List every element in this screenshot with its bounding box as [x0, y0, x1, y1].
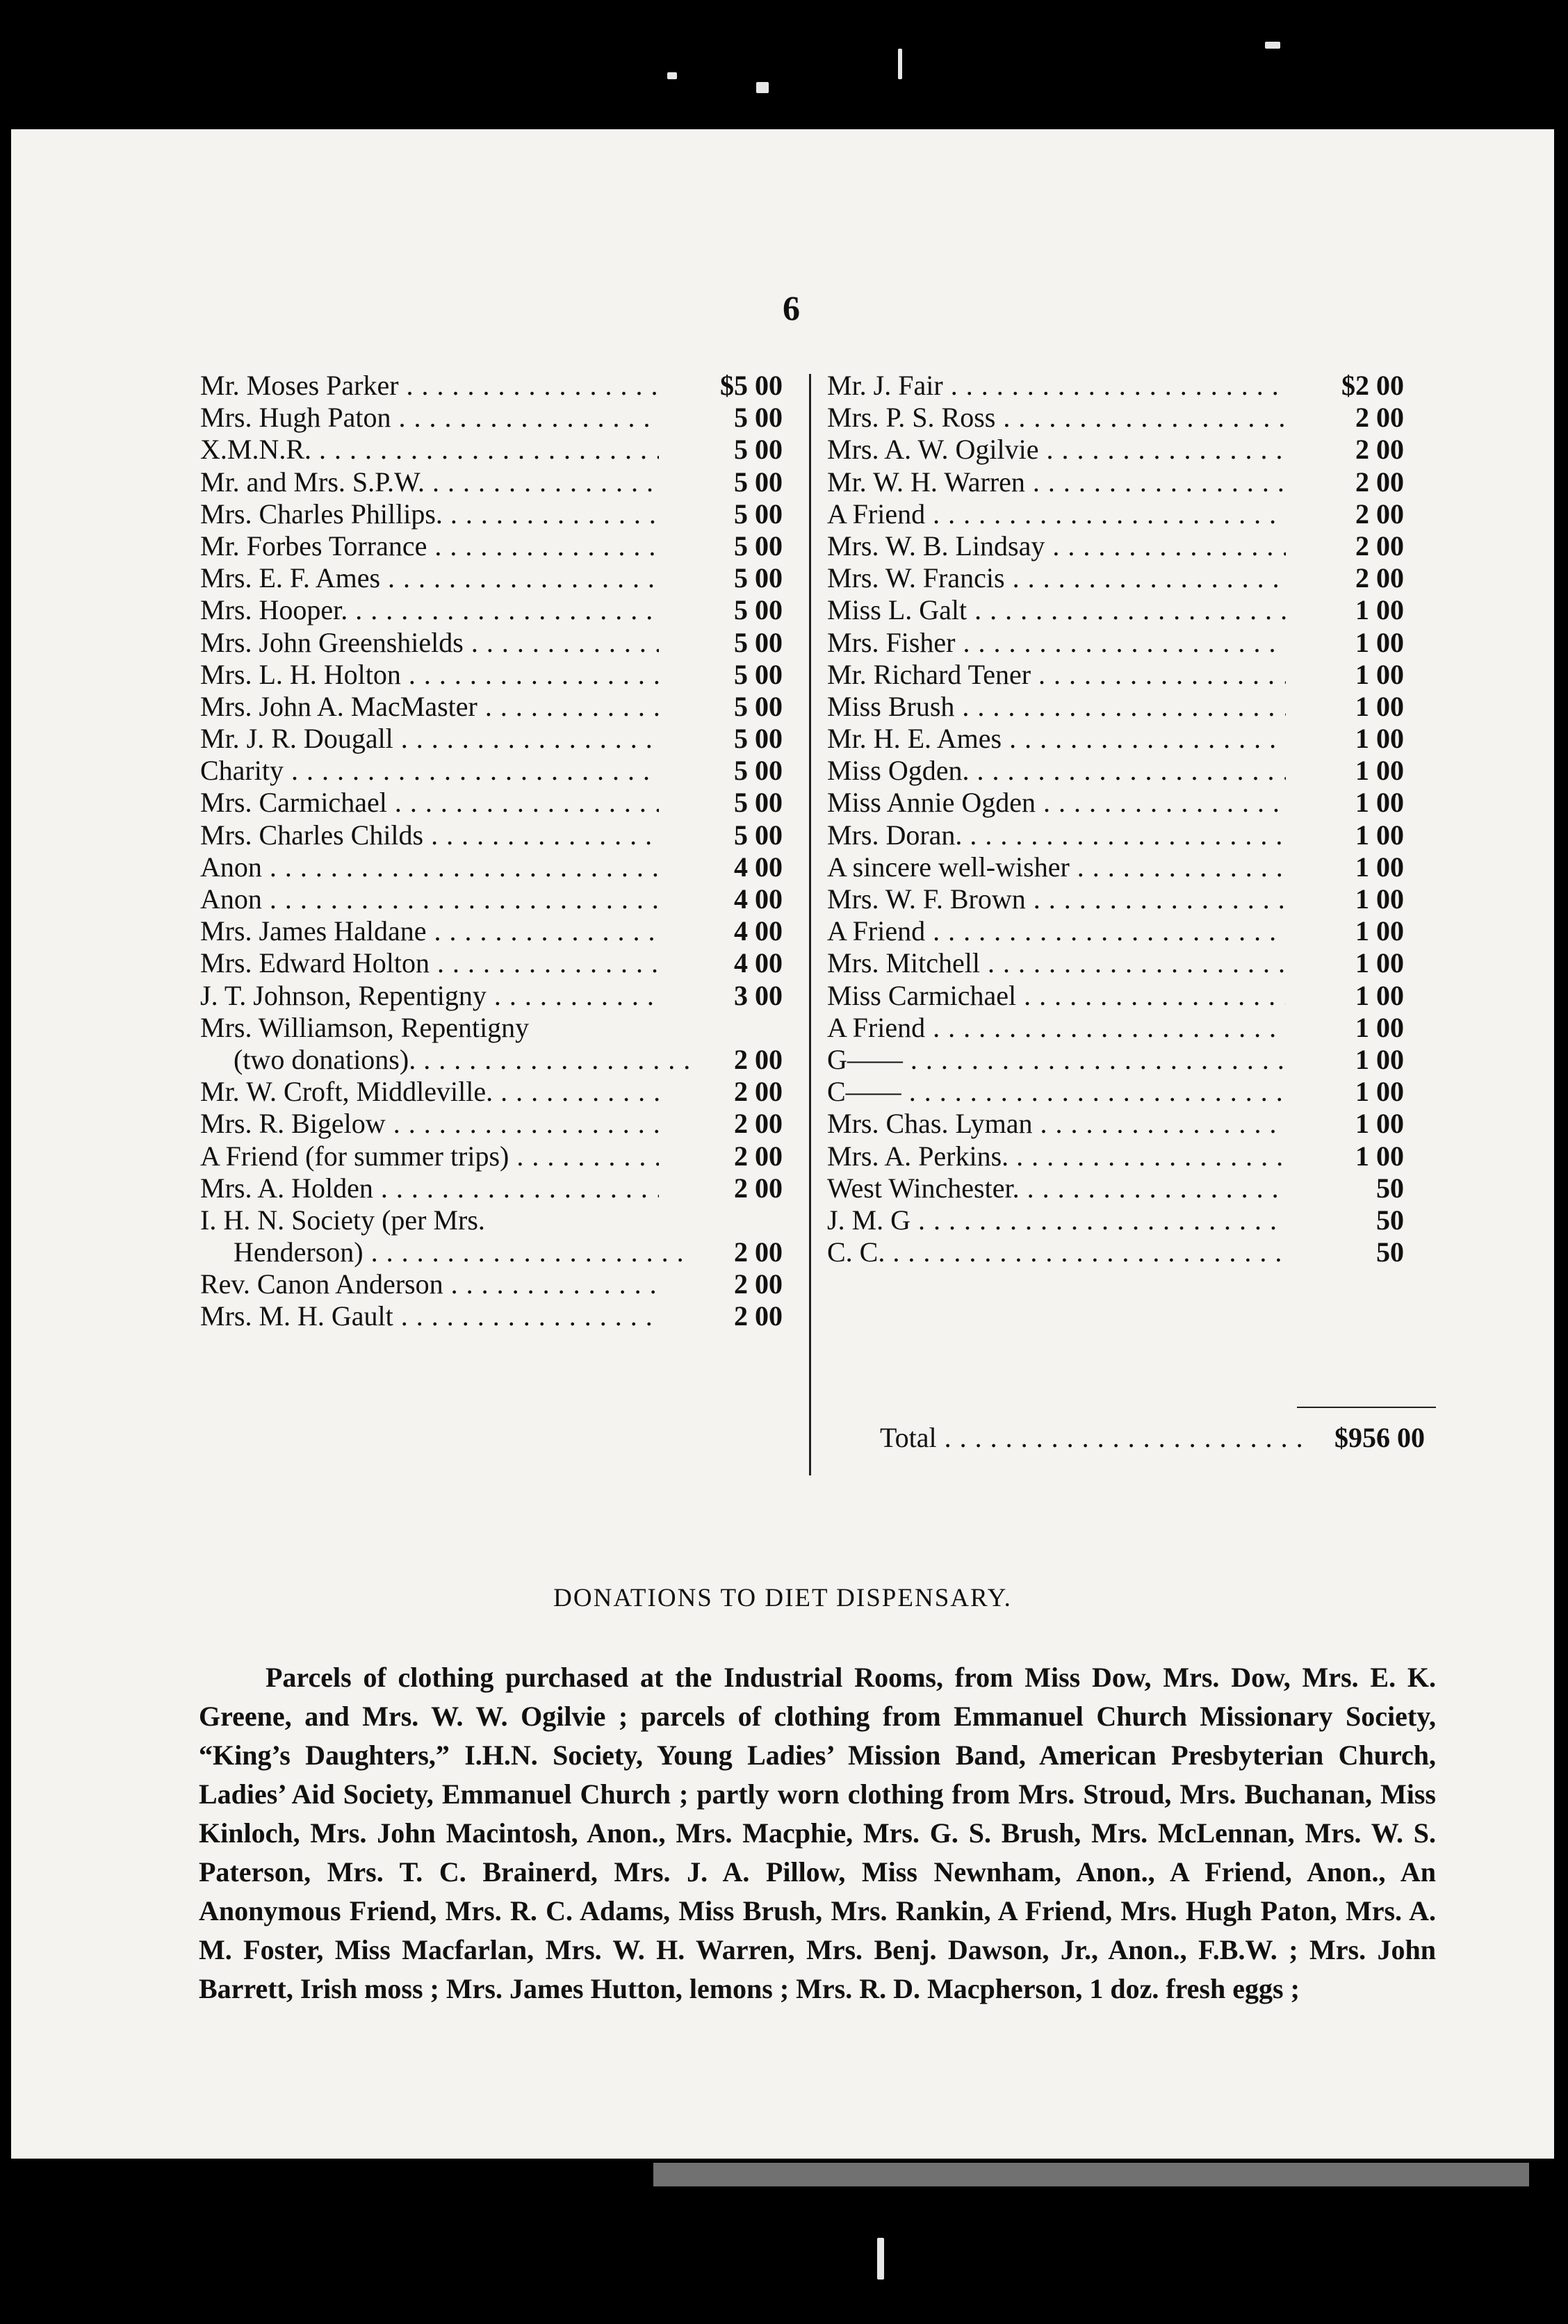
donor-entry — [827, 498, 1425, 530]
donor-entry — [827, 1044, 1425, 1076]
donor-entry — [200, 1076, 798, 1108]
scan-speck — [877, 2238, 884, 2280]
donor-entry — [200, 627, 798, 659]
donor-name: A Friend (for summer trips) . . . — [200, 1140, 659, 1172]
donation-amount: 1 00 — [1348, 980, 1404, 1012]
donation-amount: 5 00 — [727, 402, 783, 434]
donor-name: Mrs. Fisher . . . — [827, 627, 1286, 659]
donation-amount: 5 00 — [727, 627, 783, 659]
donation-amount: 1 00 — [1348, 691, 1404, 723]
donation-amount: 4 00 — [727, 915, 783, 947]
donor-entry — [200, 1300, 798, 1332]
donor-name: Mrs. Williamson, Repentigny — [200, 1011, 530, 1043]
donation-amount: 5 00 — [727, 819, 783, 851]
donor-entry — [200, 434, 798, 466]
donor-entry — [827, 594, 1425, 626]
page-number: 6 — [783, 288, 800, 327]
donor-list-right — [827, 370, 1425, 1268]
donor-entry — [200, 723, 798, 755]
donor-name: Miss L. Galt . . . — [827, 594, 1286, 626]
donor-entry — [200, 562, 798, 594]
donor-name: Mr. J. R. Dougall . . . — [200, 723, 659, 755]
donor-entry — [827, 402, 1425, 434]
donation-amount: $5 00 — [713, 370, 783, 402]
donor-entry — [827, 947, 1425, 979]
donation-amount: 1 00 — [1348, 1044, 1404, 1076]
donor-name: Mrs. Charles Phillips. . . . — [200, 498, 659, 530]
donor-name: Mrs. James Haldane . . . — [200, 915, 659, 947]
donation-amount: 2 00 — [727, 1076, 783, 1108]
donor-name: I. H. N. Society (per Mrs. — [200, 1204, 485, 1236]
donor-name: A sincere well-wisher . . . — [827, 851, 1286, 883]
donor-name: Rev. Canon Anderson . . . — [200, 1268, 659, 1300]
donor-name: Mr. and Mrs. S.P.W. . . . — [200, 466, 659, 498]
donor-name: Mrs. Edward Holton . . . — [200, 947, 659, 979]
donation-amount: 2 00 — [727, 1044, 783, 1076]
column-divider — [809, 374, 811, 1475]
section-paragraph: Parcels of clothing purchased at the Industrial Rooms, from Miss Dow, Mrs. Dow, Mrs. E. K. Greene, and Mrs. W. W. Ogilvie ; parcels of clothing from Emmanuel Church Missionary Society, “King’s Daughters,” I.H.N. Society, Young Ladies’ Mission Band, American Presbyterian Church, Ladies’ Aid Society, Emmanuel Church ; partly worn clothing from Mrs. Stroud, Mrs. Buchanan, Miss Kinloch, Mrs. John Macintosh, Anon., Mrs. Macphie, Mrs. G. S. Brush, Mrs. McLennan, Mrs. W. S. Paterson, Mrs. T. C. Brainerd, Mrs. J. A. Pillow, Miss Newnham, Anon., A Friend, Anon., An Anonymous Friend, Mrs. R. C. Adams, Miss Brush, Mrs. Rankin, A Friend, Mrs. Hugh Paton, Mrs. A. M. Foster, Miss Macfarlan, Mrs. W. H. Warren, Mrs. Benj. Dawson, Jr., Anon., F.B.W. ; Mrs. John Barrett, Irish moss ; Mrs. James Hutton, lemons ; Mrs. R. D. Macpherson, 1 doz. fresh eggs ; — [199, 1662, 1436, 2004]
donor-name: Miss Brush . . . — [827, 691, 1286, 723]
donation-amount: 50 — [1369, 1204, 1404, 1236]
donor-entry — [827, 915, 1425, 947]
donor-name: G—— . . . — [827, 1044, 1286, 1076]
donor-entry — [827, 819, 1425, 851]
total-amount: $956 00 — [1328, 1422, 1425, 1454]
donor-entry — [827, 627, 1425, 659]
donation-amount: 2 00 — [727, 1140, 783, 1172]
donor-entry — [200, 659, 798, 691]
donation-amount: 1 00 — [1348, 947, 1404, 979]
donor-entry — [827, 1108, 1425, 1140]
donor-entry — [827, 370, 1425, 402]
donation-amount: 50 — [1369, 1172, 1404, 1204]
donor-entry — [827, 434, 1425, 466]
donation-amount: 2 00 — [727, 1172, 783, 1204]
donation-amount: 2 00 — [727, 1236, 783, 1268]
donor-entry — [200, 1172, 798, 1204]
donor-entry — [827, 1204, 1425, 1236]
donation-amount: 2 00 — [1348, 434, 1404, 466]
donation-amount: 2 00 — [1348, 466, 1404, 498]
donor-name: A Friend . . . — [827, 915, 1286, 947]
donation-amount: $2 00 — [1334, 370, 1404, 402]
donation-amount: 1 00 — [1348, 883, 1404, 915]
donor-entry — [827, 466, 1425, 498]
donor-name: Mrs. John A. MacMaster . . . — [200, 691, 659, 723]
donor-entry — [200, 819, 798, 851]
total-label: Total . . . — [880, 1422, 1304, 1453]
donation-amount: 1 00 — [1348, 1108, 1404, 1140]
donor-name: Miss Annie Ogden . . . — [827, 787, 1286, 819]
scan-speck — [667, 72, 677, 79]
donor-name: Miss Carmichael . . . — [827, 980, 1286, 1012]
donation-amount: 4 00 — [727, 883, 783, 915]
donor-name: C—— . . . — [827, 1076, 1286, 1108]
donor-entry — [200, 466, 798, 498]
donor-name: X.M.N.R. . . . — [200, 434, 659, 466]
donation-amount: 4 00 — [727, 947, 783, 979]
donor-entry — [827, 1172, 1425, 1204]
document-page — [11, 129, 1554, 2159]
donor-name: Henderson) . . . — [200, 1236, 692, 1268]
donor-entry — [200, 1268, 798, 1300]
donor-entry — [827, 562, 1425, 594]
donor-entry — [200, 787, 798, 819]
donation-amount: 5 00 — [727, 498, 783, 530]
donation-amount: 1 00 — [1348, 819, 1404, 851]
donation-amount: 1 00 — [1348, 659, 1404, 691]
donation-amount: 2 00 — [727, 1108, 783, 1140]
donor-entry — [200, 915, 798, 947]
donor-entry — [200, 1204, 798, 1236]
donation-amount: 5 00 — [727, 723, 783, 755]
donor-name: Mrs. A. Perkins. . . . — [827, 1140, 1286, 1172]
donation-amount: 1 00 — [1348, 1012, 1404, 1044]
donor-name: Charity . . . — [200, 755, 659, 787]
total-rule — [1297, 1407, 1436, 1408]
donation-amount: 2 00 — [1348, 562, 1404, 594]
donation-amount: 5 00 — [727, 466, 783, 498]
donor-name: Mrs. Carmichael . . . — [200, 787, 659, 819]
donor-entry — [827, 691, 1425, 723]
donor-entry — [200, 755, 798, 787]
donor-entry — [827, 851, 1425, 883]
scan-speck — [756, 82, 769, 93]
donor-name: Mrs. W. F. Brown . . . — [827, 883, 1286, 915]
donor-entry — [200, 980, 798, 1012]
donor-name: Mrs. R. Bigelow . . . — [200, 1108, 659, 1140]
donor-name: Mrs. M. H. Gault . . . — [200, 1300, 659, 1332]
donation-amount: 2 00 — [1348, 530, 1404, 562]
scan-speck — [1265, 42, 1280, 49]
donor-entry — [200, 498, 798, 530]
donor-entry — [827, 1076, 1425, 1108]
donor-name: Mrs. L. H. Holton . . . — [200, 659, 659, 691]
scan-edge-strip — [653, 2163, 1529, 2186]
donor-name: Mrs. Charles Childs . . . — [200, 819, 659, 851]
donor-name: Mr. Richard Tener . . . — [827, 659, 1286, 691]
donor-entry — [200, 1044, 798, 1076]
donation-amount: 1 00 — [1348, 787, 1404, 819]
donor-entry — [200, 947, 798, 979]
donation-amount: 2 00 — [1348, 498, 1404, 530]
donor-name: Anon . . . — [200, 883, 659, 915]
donor-entry — [827, 530, 1425, 562]
donation-amount: 4 00 — [727, 851, 783, 883]
donation-amount: 1 00 — [1348, 755, 1404, 787]
donor-list-left — [200, 370, 798, 1333]
donation-amount: 5 00 — [727, 787, 783, 819]
donation-amount: 1 00 — [1348, 1076, 1404, 1108]
donor-name: West Winchester. . . . — [827, 1172, 1286, 1204]
donation-amount: 5 00 — [727, 434, 783, 466]
donation-amount: 1 00 — [1348, 627, 1404, 659]
donor-entry — [827, 755, 1425, 787]
donor-name: Mrs. Hugh Paton . . . — [200, 402, 659, 434]
donor-name: Mr. J. Fair . . . — [827, 370, 1286, 402]
donor-name: Mrs. W. B. Lindsay . . . — [827, 530, 1286, 562]
donor-entry — [200, 883, 798, 915]
donor-name: Mrs. A. W. Ogilvie . . . — [827, 434, 1286, 466]
donation-amount: 5 00 — [727, 755, 783, 787]
donation-amount: 5 00 — [727, 562, 783, 594]
section-title: DONATIONS TO DIET DISPENSARY. — [553, 1584, 1012, 1612]
donor-name: Mrs. Doran. . . . — [827, 819, 1286, 851]
donor-entry — [827, 787, 1425, 819]
donor-name: (two donations). . . . — [200, 1044, 692, 1076]
donor-entry — [200, 402, 798, 434]
donor-name: Mrs. John Greenshields . . . — [200, 627, 659, 659]
donor-entry — [200, 1236, 798, 1268]
donor-name: C. C. . . . — [827, 1236, 1286, 1268]
donor-name: Mr. W. H. Warren . . . — [827, 466, 1286, 498]
donor-name: J. T. Johnson, Repentigny . . . — [200, 980, 659, 1012]
donation-amount: 5 00 — [727, 530, 783, 562]
donation-amount: 2 00 — [727, 1268, 783, 1300]
scan-speck — [898, 49, 902, 79]
donor-name: Anon . . . — [200, 851, 659, 883]
donation-amount: 5 00 — [727, 691, 783, 723]
donor-entry — [200, 1108, 798, 1140]
donation-amount: 5 00 — [727, 594, 783, 626]
donation-amount: 1 00 — [1348, 1140, 1404, 1172]
donor-name: Mrs. A. Holden . . . — [200, 1172, 659, 1204]
donor-entry — [200, 1012, 798, 1044]
donor-entry — [200, 530, 798, 562]
donor-name: Mr. Forbes Torrance . . . — [200, 530, 659, 562]
donor-entry — [200, 1140, 798, 1172]
donor-name: A Friend . . . — [827, 1012, 1286, 1044]
donor-entry — [200, 691, 798, 723]
donor-name: Mr. H. E. Ames . . . — [827, 723, 1286, 755]
donor-entry — [827, 1140, 1425, 1172]
donor-entry — [827, 883, 1425, 915]
donation-amount: 2 00 — [727, 1300, 783, 1332]
donor-entry — [200, 851, 798, 883]
donor-name: Mrs. Mitchell . . . — [827, 947, 1286, 979]
donation-amount: 1 00 — [1348, 915, 1404, 947]
donor-entry — [200, 370, 798, 402]
donor-name: A Friend . . . — [827, 498, 1286, 530]
donor-name: Mrs. Chas. Lyman . . . — [827, 1108, 1286, 1140]
donor-entry — [827, 1236, 1425, 1268]
donation-amount: 1 00 — [1348, 851, 1404, 883]
donation-amount: 1 00 — [1348, 723, 1404, 755]
donation-amount: 3 00 — [727, 980, 783, 1012]
donor-entry — [827, 659, 1425, 691]
donor-entry — [200, 594, 798, 626]
donor-entry — [827, 980, 1425, 1012]
total-row — [880, 1422, 1425, 1454]
donor-name: Mrs. P. S. Ross . . . — [827, 402, 1286, 434]
donor-name: Mrs. W. Francis . . . — [827, 562, 1286, 594]
donor-name: Mr. W. Croft, Middleville. . . . — [200, 1076, 659, 1108]
donor-name: Mrs. Hooper. . . . — [200, 594, 659, 626]
donation-amount: 2 00 — [1348, 402, 1404, 434]
donation-amount: 50 — [1369, 1236, 1404, 1268]
donor-name: Mrs. E. F. Ames . . . — [200, 562, 659, 594]
donor-name: J. M. G . . . — [827, 1204, 1286, 1236]
donation-amount: 1 00 — [1348, 594, 1404, 626]
donor-entry — [827, 1012, 1425, 1044]
donor-entry — [827, 723, 1425, 755]
donation-amount: 5 00 — [727, 659, 783, 691]
donor-name: Mr. Moses Parker . . . — [200, 370, 659, 402]
donor-name: Miss Ogden. . . . — [827, 755, 1286, 787]
